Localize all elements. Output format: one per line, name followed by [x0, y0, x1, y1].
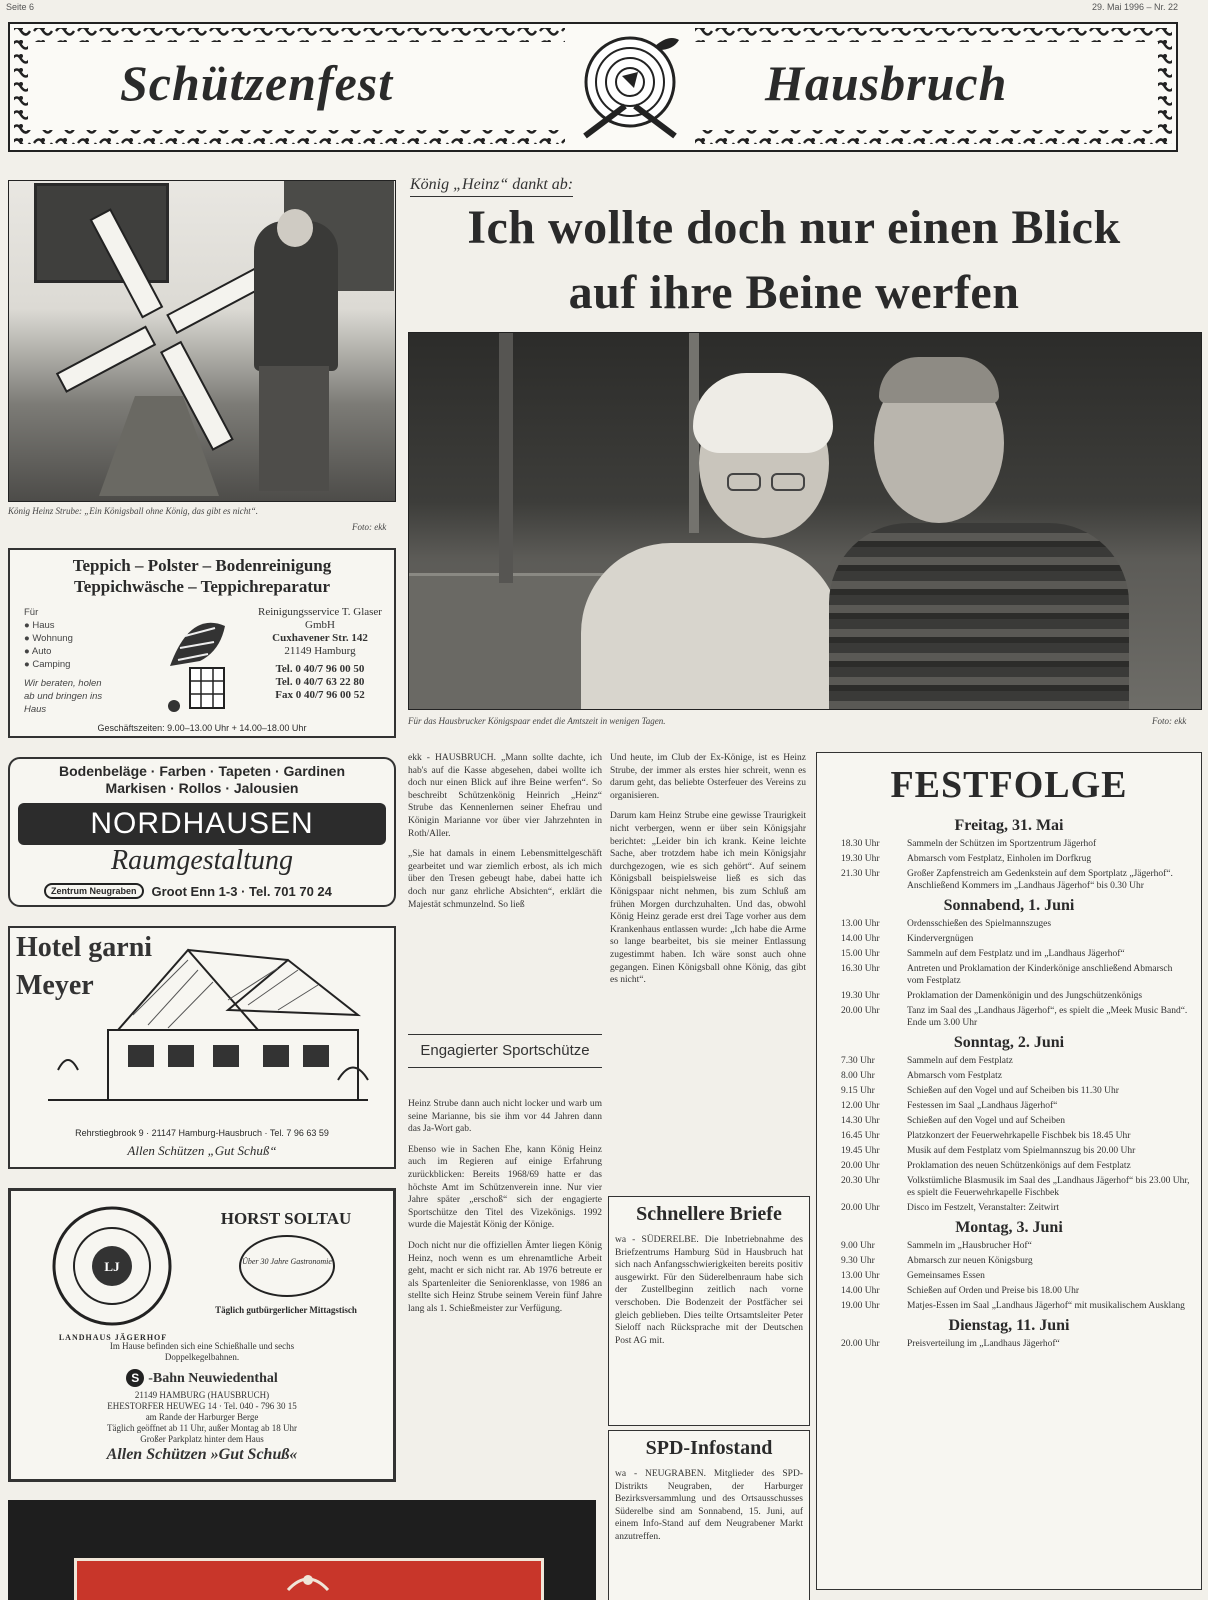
article-paragraph: Ebenso wie in Sachen Ehe, kann König Heinz auch im Regieren auf einige Erfahrung zurückblicken: Bereits 1968/69 hatte er das höchste Amt im Schützenverein inne. Nur vier Jahre später „erschoß“ sich der engagierte Sportschütze den Titel des Vizekönigs. 1992 wurde die Majestät König der Könige. [408, 1144, 602, 1231]
article-paragraph: Und heute, im Club der Ex-Könige, ist es Heinz Strube, der immer als erstes hier schreit, wenn es darum geht, das beliebte Osterfeuer des Vereins zu organisieren. [610, 753, 806, 801]
ad-hotel-line2: Meyer [16, 970, 94, 1001]
ad-landhaus-name: HORST SOLTAU [220, 1209, 352, 1228]
ad-carpet-note: Wir beraten, holen ab und bringen ins Haus [24, 678, 103, 715]
festfolge-row [827, 1240, 1191, 1252]
ad-carpet-fax: Fax 0 40/7 96 00 52 [275, 689, 365, 701]
article-kicker: König „Heinz“ dankt ab: [410, 176, 573, 197]
festfolge-row [827, 933, 1191, 945]
festfolge-time: 18.30 Uhr [841, 839, 880, 849]
ad-carpet-street: Cuxhavener Str. 142 [272, 632, 368, 644]
festfolge-time: 20.00 Uhr [841, 1203, 880, 1213]
hotel-building-icon [38, 940, 378, 1110]
article-paragraph: Heinz Strube dann auch nicht locker und warb um seine Marianne, bis sie ihm vor 44 Jahren dann das Ja-Wort gab. [408, 1099, 602, 1135]
photo-windmill-king [8, 180, 396, 502]
ad-carpet-item: ● Auto [24, 646, 52, 657]
festfolge-row [827, 1338, 1191, 1350]
festfolge-event: Preisverteilung im „Landhaus Jägerhof“ [907, 1339, 1060, 1349]
brief-text: wa - SÜDERELBE. Die Inbetriebnahme des Briefzentrums Hamburg Süd in Hausbruch hat sich nach Anfangsschwierigkeiten bereits positiv ausgewirkt. Für den Süderelbenraum habe sich der Zustellbeginn zeitlich nach vorne verschoben. Die Bodenzeit der Postfächer sei gleich geblieben. Dies teilte Ortsamtsleiter Peter Sieloff nach Rücksprache mit der Deutschen Post AG mit. [615, 1235, 803, 1346]
festfolge-event: Sammeln auf dem Festplatz und im „Landhaus Jägerhof“ [907, 949, 1125, 959]
masthead-title-right: Hausbruch [765, 55, 1008, 111]
festfolge-event: Matjes-Essen im Saal „Landhaus Jägerhof“ mit musikalischem Ausklang [907, 1301, 1185, 1311]
article-column-2 [610, 752, 806, 995]
ad-carpet-tel2: Tel. 0 40/7 63 22 80 [275, 676, 365, 688]
festfolge-row [827, 868, 1191, 892]
ad-nordhausen-name: NORDHAUSEN [18, 803, 386, 845]
festfolge-row [827, 1115, 1191, 1127]
article-paragraph: Doch nicht nur die offiziellen Ämter liegen König Heinz, noch wenn es um ehrenamtliche Arbeit geht, macht er sich nicht rar. Ab 1976 betreute er als Spartenleiter die Seniorenklasse, von 1986 an stellte sich Heinz Strube seinem Verein fünf Jahre lang als 1. Schießmeister zur Verfügung. [408, 1240, 602, 1314]
article-column-1 [408, 752, 602, 919]
festfolge-time: 15.00 Uhr [841, 949, 880, 959]
festfolge-event: Sammeln auf dem Festplatz [907, 1056, 1013, 1066]
photo-royal-couple [408, 332, 1202, 710]
ad-carpet-company: Reinigungsservice T. Glaser GmbH [258, 606, 382, 631]
ad-nordhausen-address: Groot Enn 1-3 · Tel. 701 70 24 [151, 883, 332, 899]
festfolge-row [827, 1100, 1191, 1112]
festfolge-days [827, 817, 1191, 1350]
sbahn-icon: S [126, 1369, 144, 1387]
festfolge-event: Musik auf dem Festplatz vom Spielmannszug bis 20.00 Uhr [907, 1146, 1136, 1156]
festfolge-row [827, 963, 1191, 987]
festfolge-time: 13.00 Uhr [841, 919, 880, 929]
festfolge-time: 9.30 Uhr [841, 1256, 875, 1266]
festfolge-day-heading: Freitag, 31. Mai [954, 817, 1064, 834]
festfolge-time: 16.30 Uhr [841, 964, 880, 974]
brief-title: Schnellere Briefe [636, 1203, 782, 1225]
festfolge-row [827, 1005, 1191, 1029]
festfolge-event: Platzkonzert der Feuerwehrkapelle Fischbek bis 18.45 Uhr [907, 1131, 1131, 1141]
festfolge-day-heading: Montag, 3. Juni [955, 1219, 1063, 1236]
ad-hotel-address: Rehrstiegbrook 9 · 21147 Hamburg-Hausbruch · Tel. 7 96 63 59 [75, 1128, 329, 1138]
festfolge-event: Ordensschießen des Spielmannszuges [907, 919, 1052, 929]
article-subhead: Engagierter Sportschütze [408, 1034, 602, 1068]
festfolge-event: Abmarsch vom Festplatz [907, 1071, 1002, 1081]
ad-dark-bottom [8, 1500, 596, 1600]
photo-credit-couple: Foto: ekk [1152, 716, 1187, 726]
festfolge-event: Proklamation des neuen Schützenkönigs auf dem Festplatz [907, 1161, 1131, 1171]
ad-hotel-greeting: Allen Schützen „Gut Schuß“ [127, 1143, 277, 1158]
festfolge-row [827, 1145, 1191, 1157]
ad-landhaus-addr2: EHESTORFER HEUWEG 14 · Tel. 040 - 796 30 15 [107, 1401, 297, 1411]
crest-icon [278, 1570, 338, 1594]
festfolge-time: 14.00 Uhr [841, 1286, 880, 1296]
ad-carpet-tel1: Tel. 0 40/7 96 00 50 [275, 663, 365, 675]
ad-landhaus-hours: Täglich geöffnet ab 11 Uhr, außer Montag ab 18 Uhr [106, 1423, 298, 1433]
festfolge-time: 19.30 Uhr [841, 854, 880, 864]
ad-carpet-cleaning [8, 548, 396, 738]
masthead-banner [8, 22, 1178, 152]
festfolge-time: 19.45 Uhr [841, 1146, 880, 1156]
festfolge-event: Abmarsch vom Festplatz, Einholen im Dorfkrug [907, 854, 1092, 864]
ad-hotel-meyer [8, 926, 396, 1169]
festfolge-row [827, 1070, 1191, 1082]
festfolge-row [827, 990, 1191, 1002]
festfolge-time: 20.00 Uhr [841, 1006, 880, 1016]
festfolge-event: Abmarsch zur neuen Königsburg [907, 1256, 1033, 1266]
festfolge-time: 13.00 Uhr [841, 1271, 880, 1281]
festfolge-row [827, 1270, 1191, 1282]
ad-landhaus-seal-text: LANDHAUS JÄGERHOF [58, 1333, 168, 1342]
brief-title: SPD-Infostand [645, 1437, 773, 1459]
festfolge-event: Schießen auf Orden und Preise bis 18.00 Uhr [907, 1286, 1080, 1296]
issue-date: 29. Mai 1996 – Nr. 22 [1091, 2, 1178, 12]
festfolge-row [827, 838, 1191, 850]
festfolge-row [827, 948, 1191, 960]
ad-landhaus-badge: Über 30 Jahre Gastronomie [239, 1235, 335, 1297]
festfolge-event: Antreten und Proklamation der Kinderkönige anschließend Abmarsch vom Festplatz [907, 964, 1173, 986]
festfolge-time: 20.30 Uhr [841, 1176, 880, 1186]
festfolge-event: Festessen im Saal „Landhaus Jägerhof“ [907, 1101, 1058, 1111]
ad-carpet-line2: Teppichwäsche – Teppichreparatur [74, 577, 330, 596]
festfolge-time: 21.30 Uhr [841, 869, 880, 879]
ad-carpet-line1: Teppich – Polster – Bodenreinigung [72, 556, 332, 575]
festfolge-event: Volkstümliche Blasmusik im Saal des „Landhaus Jägerhof“ bis 23.00 Uhr, es spielt die Feuerwehrkapelle Fischbek [907, 1176, 1190, 1198]
festfolge-day-heading: Sonntag, 2. Juni [953, 1034, 1065, 1051]
ad-carpet-item: ● Wohnung [24, 633, 73, 644]
ad-carpet-for: Für [24, 607, 39, 618]
ad-landhaus-addr1: 21149 HAMBURG (HAUSBRUCH) [134, 1390, 270, 1400]
festfolge-row [827, 1255, 1191, 1267]
photo-credit-windmill: Foto: ekk [352, 522, 387, 532]
brief-spd-infostand [608, 1430, 810, 1600]
photo-caption-couple: Für das Hausbrucker Königspaar endet die Amtszeit in wenigen Tagen. [408, 716, 666, 726]
festfolge-time: 9.15 Uhr [841, 1086, 875, 1096]
cleaner-mascot-icon [150, 606, 240, 716]
festfolge-time: 19.30 Uhr [841, 991, 880, 1001]
ad-landhaus-addr3: am Rande der Harburger Berge [145, 1412, 259, 1422]
festfolge-row [827, 1202, 1191, 1214]
ad-nordhausen [8, 757, 396, 907]
festfolge-row [827, 1175, 1191, 1199]
festfolge-time: 7.30 Uhr [841, 1056, 875, 1066]
man-figure [829, 523, 1129, 710]
festfolge-day-heading: Sonnabend, 1. Juni [943, 897, 1075, 914]
brief-schnellere-briefe [608, 1196, 810, 1426]
festfolge-row [827, 1160, 1191, 1172]
festfolge-event: Proklamation der Damenkönigin und des Jungschützenkönigs [907, 991, 1143, 1001]
festfolge-event: Disco im Festzelt, Veranstalter: Zeitwirt [907, 1203, 1060, 1213]
ad-carpet-item: ● Camping [24, 659, 71, 670]
ad-landhaus-greeting: Allen Schützen »Gut Schuß« [106, 1446, 298, 1463]
festfolge-time: 14.30 Uhr [841, 1116, 880, 1126]
ad-nordhausen-top2: Markisen · Rollos · Jalousien [105, 780, 299, 796]
ad-nordhausen-badge: Zentrum Neugraben [44, 883, 144, 899]
festfolge-row [827, 1285, 1191, 1297]
article-paragraph: Darum kam Heinz Strube eine gewisse Traurigkeit nicht verbergen, wenn er über sein Königsjahr berichtet: „Leider bin ich krank. Keine leichte Sache, aber trotzdem habe ich mein Königsjahr durchgezogen, wie es sich gehört“. Auf seinem Königsball beispielsweise ließ es sich das Königspaar nicht nehmen, bis zum Schluß am frühen Morgen durchzuhalten. Und das, obwohl König Heinz gerade erst drei Tage vorher aus dem Krankenhaus entlassen wurde: „Ich habe die Arme so lange bearbeitet, bis sie meiner Entlassung zugestimmt haben. Ich wäre sonst auch ohne gegangen. Einen Königsball ohne König, das gibt es nicht“. [610, 811, 806, 986]
ad-carpet-item: ● Haus [24, 620, 55, 631]
article-headline-1: Ich wollte doch nur einen Blick [467, 201, 1121, 254]
festfolge-time: 12.00 Uhr [841, 1101, 880, 1111]
masthead-title-left: Schützenfest [120, 55, 394, 111]
festfolge-title: FESTFOLGE [890, 764, 1128, 806]
ad-carpet-hours: Geschäftszeiten: 9.00–13.00 Uhr + 14.00–18.00 Uhr [97, 723, 307, 733]
landhaus-seal-icon [47, 1201, 177, 1331]
article-column-1-cont [408, 1098, 602, 1324]
ad-landhaus-tagline: Täglich gutbürgerlicher Mittagstisch [215, 1305, 357, 1315]
ad-nordhausen-script: Raumgestaltung [111, 845, 293, 876]
svg-text:LJ: LJ [104, 1259, 120, 1274]
festfolge-event: Sammeln im „Hausbrucher Hof“ [907, 1241, 1032, 1251]
festfolge-event: Gemeinsames Essen [907, 1271, 985, 1281]
article-paragraph: „Sie hat damals in einem Lebensmittelgeschäft gearbeitet und war ziemlich erbost, als ich mich über den Tresen gebeugt habe, dabei hatte ich doch nur ganz ehrliche Absichten“, erklärt die Majestät schmunzelnd. So ließ [408, 849, 602, 910]
festfolge-time: 9.00 Uhr [841, 1241, 875, 1251]
festfolge-time: 20.00 Uhr [841, 1339, 880, 1349]
festfolge-day-heading: Dienstag, 11. Juni [948, 1317, 1070, 1334]
festfolge-event: Schießen auf den Vogel und auf Scheiben bis 11.30 Uhr [907, 1086, 1119, 1096]
ad-landhaus-parking: Großer Parkplatz hinter dem Haus [140, 1434, 264, 1444]
festfolge-schedule [816, 752, 1202, 1590]
article-headline-2: auf ihre Beine werfen [568, 266, 1020, 319]
ad-landhaus-rooms: Im Hause befinden sich eine Schießhalle und sechs Doppelkegelbahnen. [109, 1341, 295, 1362]
festfolge-time: 19.00 Uhr [841, 1301, 880, 1311]
ad-landhaus-jaegerhof [8, 1188, 396, 1482]
ad-landhaus-sbahn: -Bahn Neuwiedenthal [148, 1370, 278, 1386]
festfolge-event: Großer Zapfenstreich am Gedenkstein auf dem Sportplatz „Jägerhof“. Anschließend Kommers im „Landhaus Jägerhof“ bis 0.30 Uhr [907, 869, 1173, 891]
ad-hotel-line1: Hotel garni [16, 932, 153, 963]
festfolge-row [827, 1130, 1191, 1142]
festfolge-event: Tanz im Saal des „Landhaus Jägerhof“, es spielt die „Meek Music Band“. Ende um 3.00 Uhr [907, 1006, 1188, 1028]
festfolge-event: Kindervergnügen [907, 934, 974, 944]
festfolge-event: Schießen auf den Vogel und auf Scheiben [907, 1116, 1065, 1126]
brief-text: wa - NEUGRABEN. Mitglieder des SPD-Distrikts Neugraben, der Harburger Bezirksversammlung und des Ortsausschusses Süderelbe sind am Sonnabend, 15. Juni, auf einem Info-Stand auf dem Neugrabener Markt anzutreffen. [615, 1469, 803, 1542]
festfolge-time: 14.00 Uhr [841, 934, 880, 944]
photo-caption-windmill: König Heinz Strube: „Ein Königsball ohne König, das gibt es nicht“. [8, 506, 259, 516]
ad-nordhausen-top: Bodenbeläge · Farben · Tapeten · Gardinen [59, 763, 345, 779]
festfolge-row [827, 1300, 1191, 1312]
page-number: Seite 6 [6, 2, 35, 12]
article-paragraph: ekk - HAUSBRUCH. „Mann sollte dachte, ich hab's auf die Kasse abgesehen, dabei wollte ich doch nur einen Blick auf ihre Beine werfen“. So beschreibt Schützenkönig Heinrich „Heinz“ Strube das Kennenlernen seiner Ehefrau und Königin Marianne vor über vier Jahrzehnten in Roth/Aller. [408, 753, 602, 839]
ad-carpet-city: 21149 Hamburg [284, 645, 356, 657]
festfolge-row [827, 918, 1191, 930]
festfolge-row [827, 1055, 1191, 1067]
festfolge-time: 8.00 Uhr [841, 1071, 875, 1081]
target-emblem-icon [565, 24, 695, 150]
festfolge-row [827, 853, 1191, 865]
festfolge-row [827, 1085, 1191, 1097]
woman-figure [581, 543, 841, 710]
festfolge-event: Sammeln der Schützen im Sportzentrum Jägerhof [907, 839, 1097, 849]
festfolge-time: 20.00 Uhr [841, 1161, 880, 1171]
festfolge-time: 16.45 Uhr [841, 1131, 880, 1141]
